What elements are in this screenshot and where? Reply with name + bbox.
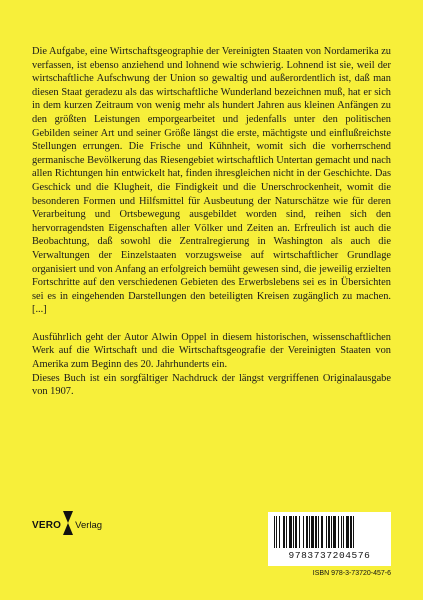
publisher-brand: VERO [32, 519, 62, 531]
barcode-bars-icon [272, 516, 387, 550]
blurb-paragraph-2: Ausführlich geht der Autor Alwin Oppel in diesem historischen, wissenschaftlichen Werk auf die Wirtschaft und die Wirtschaftsgeografie der Vereinigten Staaten von Amerika zum Beginn des 20. Jahrhunderts ein. [32, 331, 391, 371]
isbn-number: ISBN 978-3-73720-457-6 [312, 570, 391, 577]
publisher-suffix: Verlag [75, 519, 103, 531]
barcode-digits: 9783737204576 [288, 550, 371, 561]
barcode [268, 512, 391, 566]
hourglass-logo-icon [63, 511, 73, 540]
blurb-paragraph-3: Dieses Buch ist ein sorgfältiger Nachdruck der längst vergriffenen Originalausgabe von 1907. [32, 372, 391, 398]
paragraph-spacer [32, 317, 391, 331]
blurb-text [32, 45, 391, 399]
blurb-paragraph-1: Die Aufgabe, eine Wirtschaftsgeographie der Vereinigten Staaten von Nordamerika zu verfassen, ist ebenso anziehend und lohnend wie schwierig. Lohnend ist sie, weil der wirtschaftliche Aufschwung der Union so gewaltig und außerordentlich ist, daß man diesen Staat geradezu als das wirtschaftliche Wunderland bezeichnen muß, hat er sich in dem kurzen Zeitraum von wenig mehr als hundert Jahren aus kleinen Anfängen zu den größten Leistungen emporgearbeitet und jedenfalls unter den politischen Gebilden seiner Art und seiner Größe längst die erste, mächtigste und einflußreichste Stellungen errungen. Die Frische und Kühnheit, womit sich die vorherrschend germanische Bevölkerung das Riesengebiet wirtschaftlich Untertan gemacht und nach allen Richtungen hin entwickelt hat, finden ihresgleichen nicht in der Geschichte. Das Geschick und die Klugheit, die Findigkeit und die Unerschrockenheit, womit die besonderen Formen und Hilfsmittel für Ausbeutung der Naturschätze wie für deren Verarbeitung und Ortsbewegung ausgebildet worden sind, reihen sich den hervorragendsten Eigenschaften aller Völker und Zeiten an. Erfreulich ist auch die Beobachtung, daß sowohl die Zentralregierung in Washington als auch die Verwaltungen der Einzelstaaten vorzugsweise auf wirtschaftlicher Grundlage organisiert und von Anfang an erfolgreich bemüht gewesen sind, die jeweilig erzielten Fortschritte auf den verschiedenen Gebieten des Erwerbslebens sei es in Übersichten sei es in eingehenden Darstellungen den beteiligten Kreisen zugänglich zu machen. [...] [32, 46, 391, 316]
publisher-logo [32, 512, 102, 538]
